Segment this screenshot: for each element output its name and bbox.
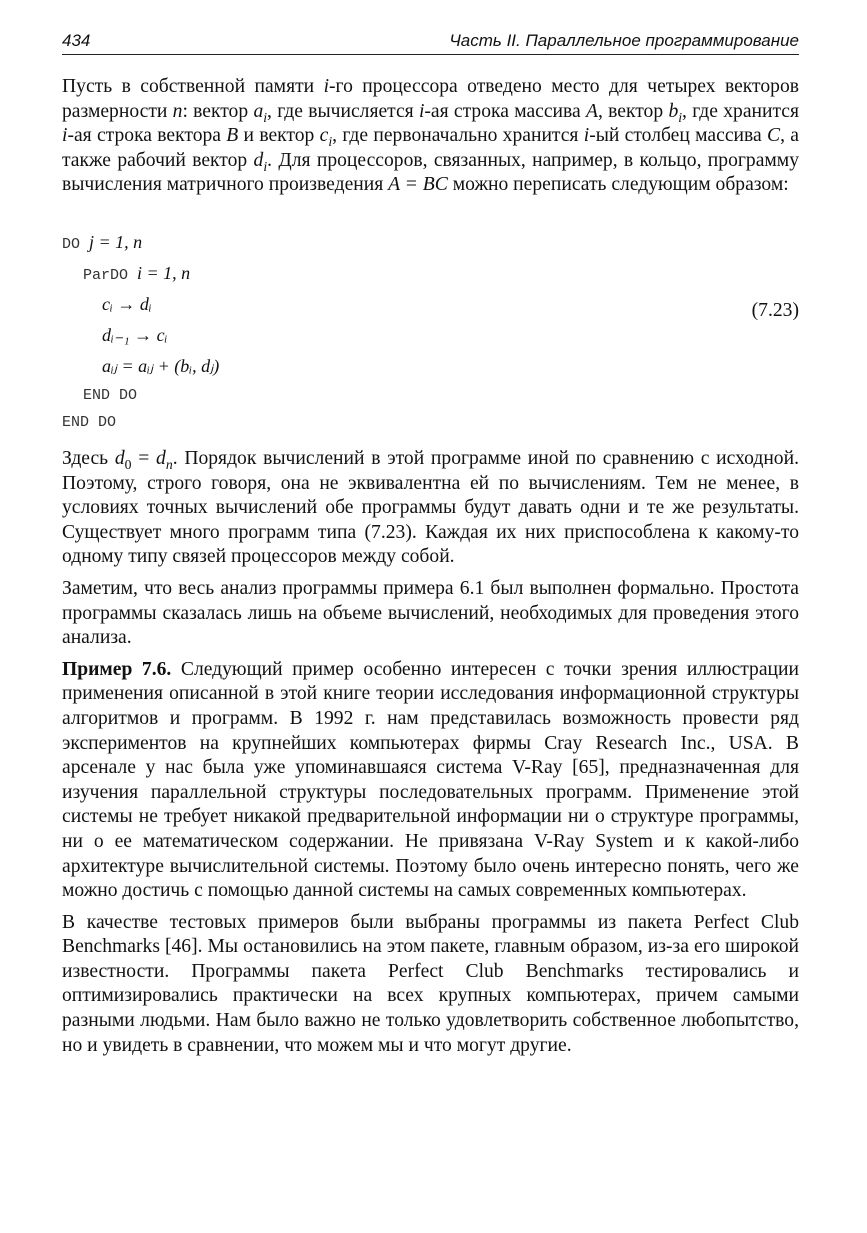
code-line-3: aᵢⱼ = aᵢⱼ + (bᵢ, dⱼ): [102, 356, 220, 376]
program-listing: [62, 232, 799, 432]
paragraph-5: В качестве тестовых примеров были выбраны программы из пакета Perfect Club Benchmarks [46]. Мы остановились на этом пакете, главным образом, из-за его широкой известности. Программы пакета Perfect Club Benchmarks тестировались и оптимизировались практически на всех крупных компьютерах, причем самыми разными людьми. Нам было важно не только удовлетворить собственное любопытство, но и увидеть в сравнении, что можем мы и что могут другие.: [62, 911, 799, 1056]
code-line-do: DO j = 1, n: [62, 232, 143, 253]
code-line-end-do-inner: END DO: [83, 387, 138, 404]
code-line-1: cᵢ → dᵢ: [102, 294, 152, 314]
running-title: Часть II. Параллельное программирование: [449, 31, 799, 50]
equation-number: (7.23): [751, 300, 799, 321]
page-header: [62, 30, 799, 55]
paragraph-4: Пример 7.6. Следующий пример особенно интересен с точки зрения иллюстрации применения описанной в этой книге теории исследования информационной структуры алгоритмов и программ. В 1992 г. нам представилась возможность провести ряд экспериментов на крупнейших компьютерах фирмы Cray Research Inc., USA. В арсенале у нас была уже упоминавшаяся система V-Ray [65], предназначенная для изучения параллельной структуры последовательных программ. Применение этой системы не требует никакой предварительной информации ни о структуре программы, ни о ее математическом содержании. Не привязана V-Ray System и к какой-либо архитектуре вычислительной системы. Поэтому было очень интересно понять, чего же можно достичь с помощью данной системы на самых современных компьютерах.: [62, 658, 799, 902]
code-line-pardo: ParDO i = 1, n: [83, 263, 191, 284]
example-label: Пример 7.6.: [62, 658, 172, 680]
paragraph-3: Заметим, что весь анализ программы примера 6.1 был выполнен формально. Простота программы сказалась лишь на объеме вычислений, необходимых для проведения этого анализа.: [62, 577, 799, 649]
code-line-end-do-outer: END DO: [62, 414, 117, 431]
code-line-2: dᵢ₋₁ → cᵢ: [102, 325, 168, 345]
paragraph-1: Пусть в собственной памяти i-го процессора отведено место для четырех векторов размерности n: вектор $a_i$, где вычисляется i-ая строка массива A, вектор $b_i$, где хранится i-ая строка вектора B и вектор $c_i$, где первоначально хранится i-ый столбец массива C, а также рабочий вектор $d_i$. Для процессоров, связанных, например, в кольцо, программу вычисления матричного произведения A = BC можно переписать следующим образом:: [62, 76, 799, 196]
paragraph-2: Здесь $d_0 = d_n$. Порядок вычислений в этой программе иной по сравнению с исходной. Поэтому, строго говоря, она не эквивалентна ей по вычислениям. Тем не менее, в условиях точных вычислений обе программы будут давать одни и те же результаты. Существует много программ типа (7.23). Каждая их них приспособлена к какому-то одному типу связей процессоров между собой.: [62, 448, 799, 568]
body-text: [62, 447, 799, 1058]
page-number: 434: [62, 31, 91, 50]
